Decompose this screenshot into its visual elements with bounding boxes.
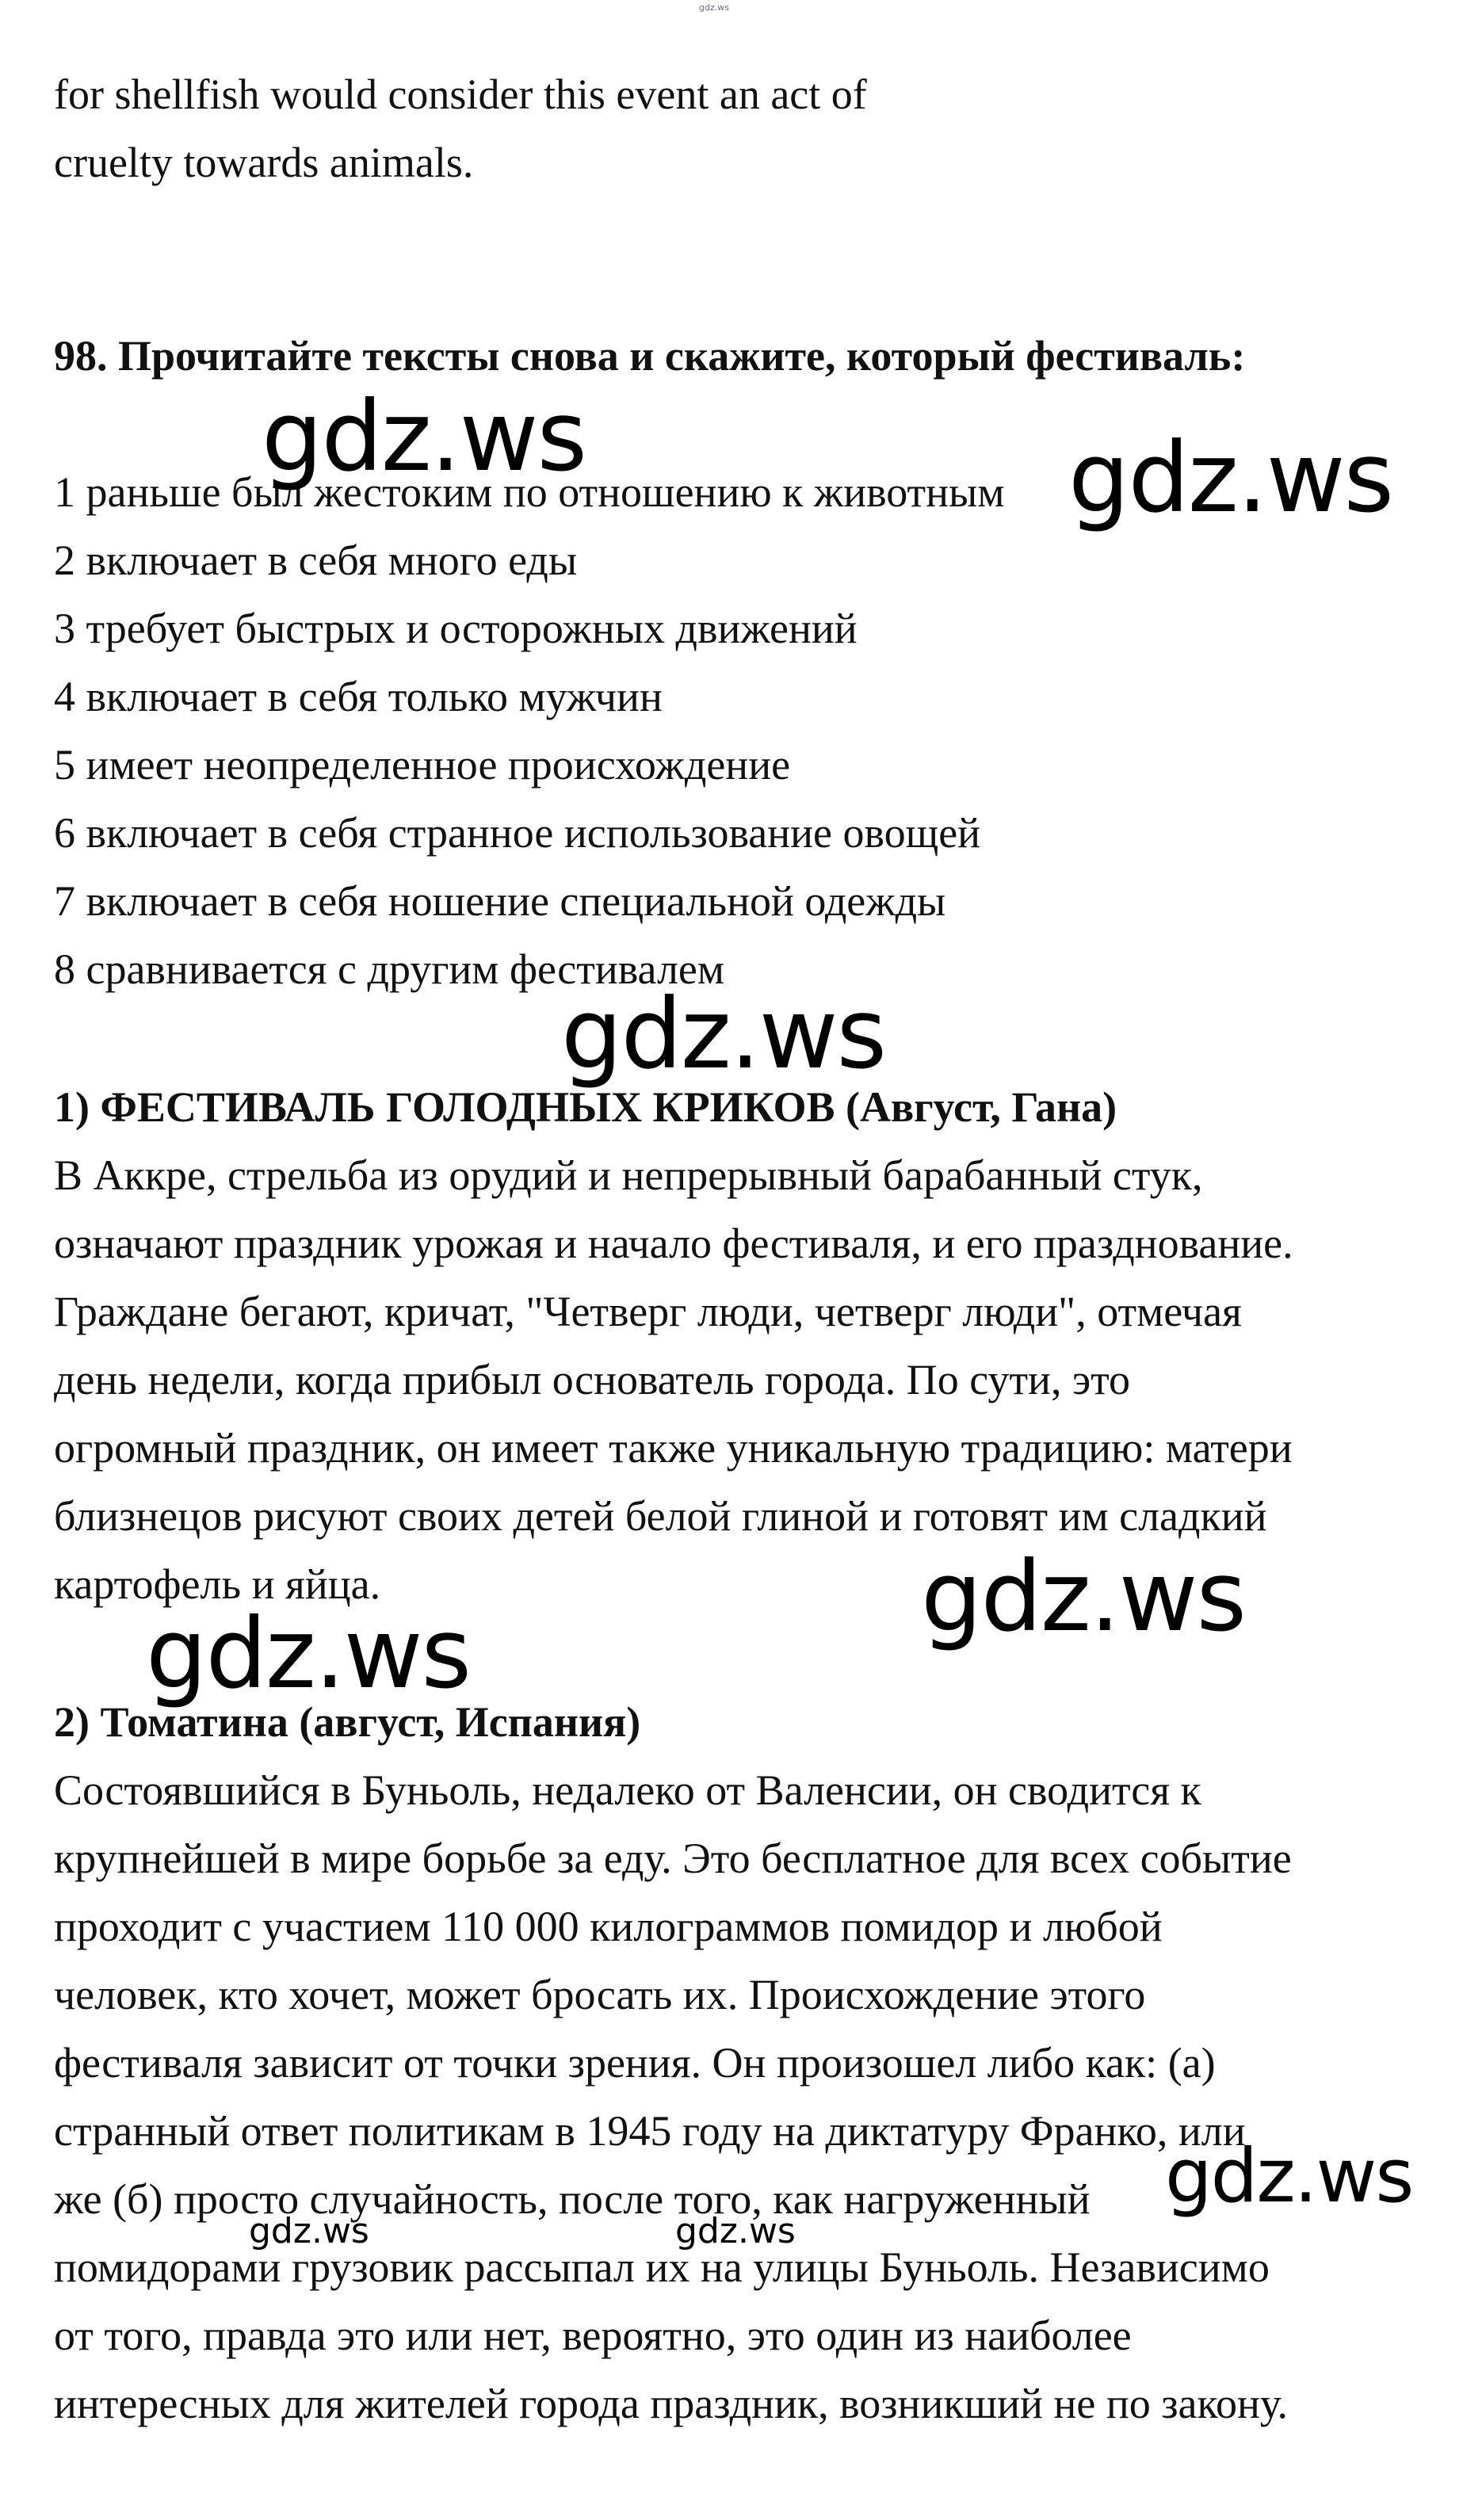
watermark-5: gdz.ws <box>146 1598 471 1710</box>
section2-line-7: же (б) просто случайность, после того, как нагруженный <box>54 2175 1091 2223</box>
section2-line-10: интересных для жителей города праздник, возникший не по закону. <box>54 2380 1289 2427</box>
watermark-2: gdz.ws <box>1068 422 1393 534</box>
section1-line-3: Граждане бегают, кричат, "Четверг люди, четверг люди", отмечая <box>54 1288 1242 1335</box>
section1-line-5: огромный праздник, он имеет также уникальную традицию: матери <box>54 1424 1293 1472</box>
section1-line-7: картофель и яйца. <box>54 1560 381 1608</box>
intro-line-2: cruelty towards animals. <box>54 139 474 186</box>
watermark-1: gdz.ws <box>262 380 586 493</box>
watermark-3: gdz.ws <box>561 978 886 1090</box>
task-item-5: 5 имеет неопределенное происхождение <box>54 741 791 788</box>
task-item-6: 6 включает в себя странное использование овощей <box>54 809 981 857</box>
task-heading: 98. Прочитайте тексты снова и скажите, который фестиваль: <box>54 332 1246 380</box>
watermark-7: gdz.ws <box>249 2211 369 2251</box>
section2-line-1: Состоявшийся в Буньоль, недалеко от Валенсии, он сводится к <box>54 1766 1201 1814</box>
section1-line-4: день недели, когда прибыл основатель города. По сути, это <box>54 1356 1131 1403</box>
task-item-3: 3 требует быстрых и осторожных движений <box>54 605 858 652</box>
section2-line-5: фестиваля зависит от точки зрения. Он произошел либо как: (а) <box>54 2039 1216 2087</box>
watermark-top: gdz.ws <box>699 2 729 13</box>
watermark-6: gdz.ws <box>1165 2133 1413 2220</box>
section1-title: 1) ФЕСТИВАЛЬ ГОЛОДНЫХ КРИКОВ (Август, Гана) <box>54 1083 1117 1131</box>
section2-line-2: крупнейшей в мире борьбе за еду. Это бесплатное для всех событие <box>54 1835 1292 1882</box>
task-item-2: 2 включает в себя много еды <box>54 536 578 584</box>
task-item-4: 4 включает в себя только мужчин <box>54 673 663 720</box>
section2-line-8: помидорами грузовик рассыпал их на улицы Буньоль. Независимо <box>54 2243 1270 2291</box>
task-item-8: 8 сравнивается с другим фестивалем <box>54 945 725 993</box>
task-item-7: 7 включает в себя ношение специальной одежды <box>54 877 946 925</box>
section2-line-4: человек, кто хочет, может бросать их. Происхождение этого <box>54 1971 1146 2018</box>
section2-line-9: от того, правда это или нет, вероятно, это один из наиболее <box>54 2312 1132 2359</box>
task-item-1: 1 раньше был жестоким по отношению к животным <box>54 468 1005 516</box>
watermark-4: gdz.ws <box>921 1541 1246 1653</box>
watermark-8: gdz.ws <box>675 2211 796 2251</box>
section2-line-6: странный ответ политикам в 1945 году на диктатуру Франко, или <box>54 2107 1246 2155</box>
section1-line-6: близнецов рисуют своих детей белой глиной и готовят им сладкий <box>54 1492 1267 1540</box>
section1-line-2: означают праздник урожая и начало фестиваля, и его празднование. <box>54 1220 1293 1267</box>
intro-line-1: for shellfish would consider this event an act of <box>54 71 867 118</box>
section1-line-1: В Аккре, стрельба из орудий и непрерывный барабанный стук, <box>54 1151 1203 1199</box>
section2-line-3: проходит с участием 110 000 килограммов помидор и любой <box>54 1903 1163 1950</box>
section2-title: 2) Томатина (август, Испания) <box>54 1698 641 1746</box>
